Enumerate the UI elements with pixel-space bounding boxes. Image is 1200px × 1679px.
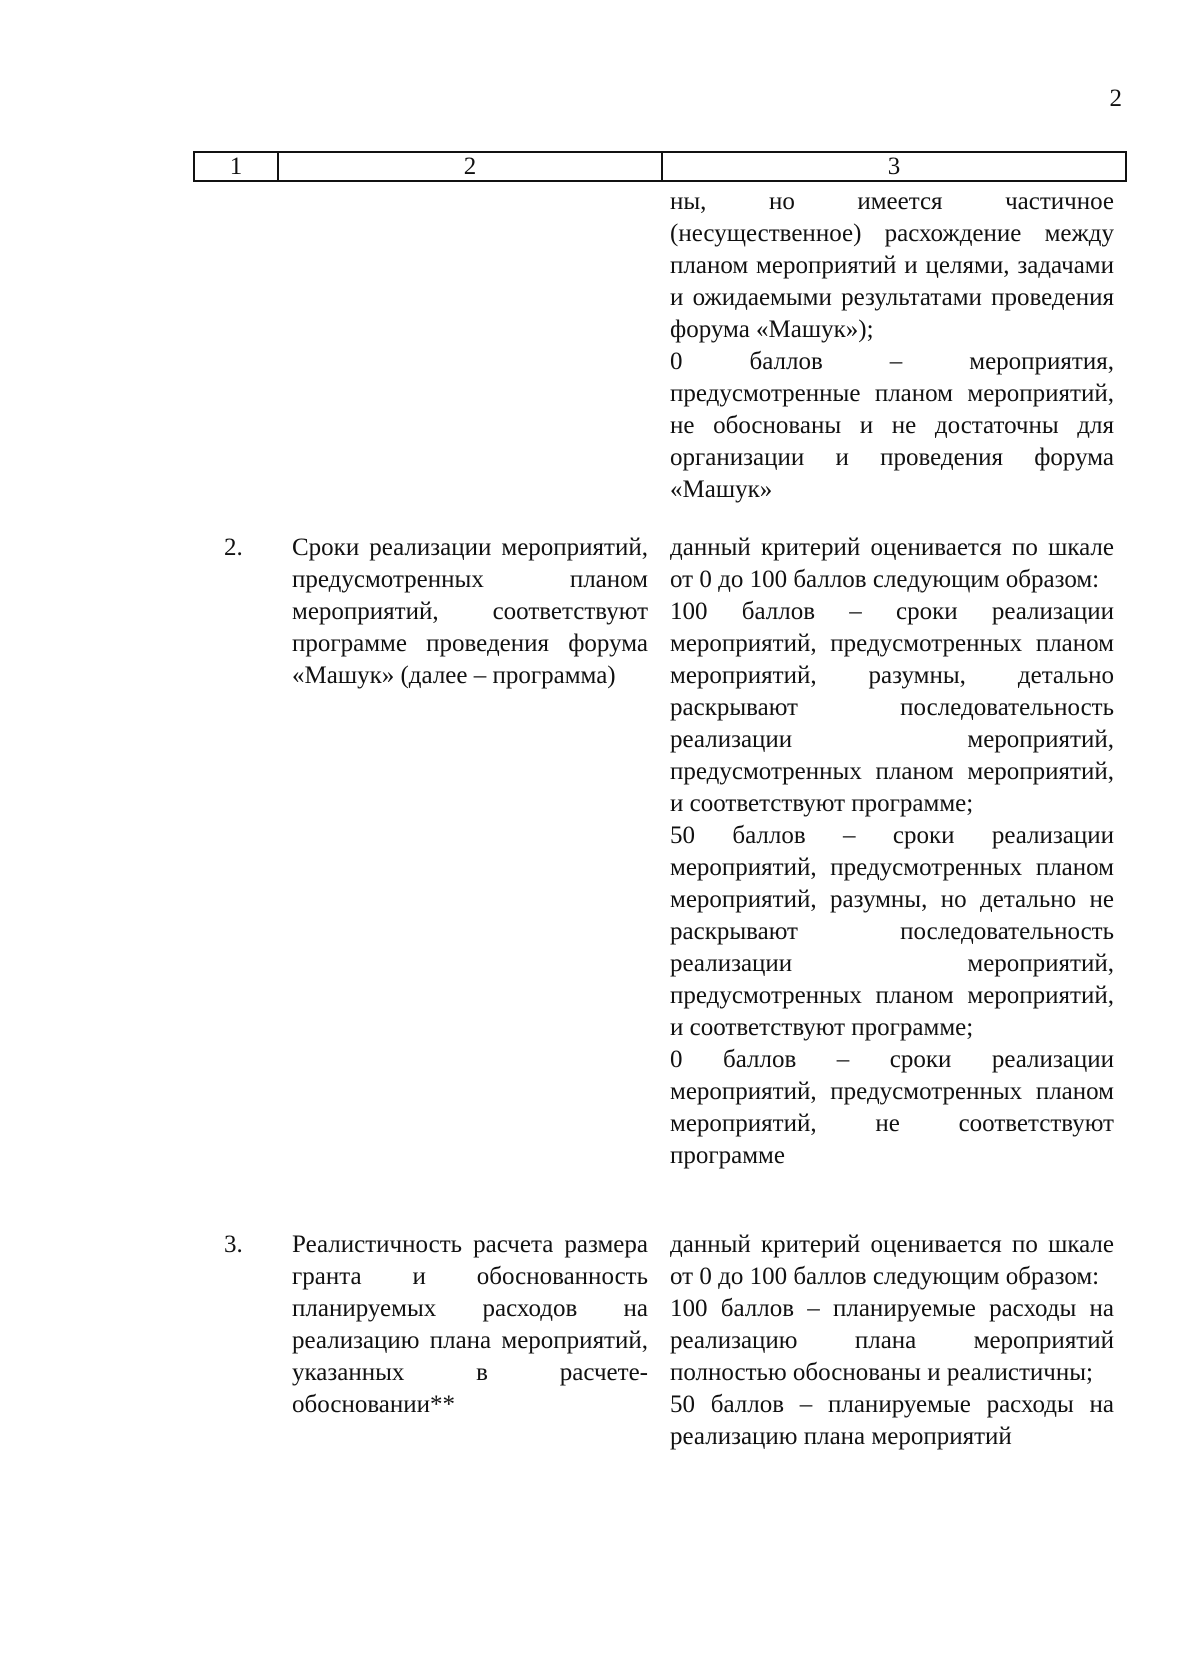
scoring-cell [670,532,1114,1172]
scoring-paragraph: 0 баллов – сроки реализации мероприятий, предусмотренных планом мероприятий, не соответствуют программе [670,1046,1114,1169]
table-header-cell-3: 3 [887,153,901,180]
page-number: 2 [1109,85,1122,112]
scoring-cell [670,1229,1114,1453]
scoring-paragraph: 50 баллов – сроки реализации мероприятий, предусмотренных планом мероприятий, разумны, но детально не раскрывают последовательность реализации мероприятий, предусмотренных планом мероприятий, и соответствуют программе; [670,822,1114,1041]
table-header-cell-2: 2 [279,153,663,180]
scoring-paragraph: данный критерий оценивается по шкале от 0 до 100 баллов следующим образом: [670,534,1114,593]
scoring-paragraph: 100 баллов – сроки реализации мероприятий, предусмотренных планом мероприятий, разумны, детально раскрывают последовательность реализации мероприятий, предусмотренных планом мероприятий, и соответствуют программе; [670,598,1114,817]
scoring-paragraph: данный критерий оценивается по шкале от 0 до 100 баллов следующим образом: [670,1231,1114,1290]
scoring-paragraph: 100 баллов – планируемые расходы на реализацию плана мероприятий полностью обоснованы и реалистичны; [670,1295,1114,1386]
table-header-row [193,151,1127,182]
continuation-cell [670,186,1114,506]
criterion-text: Реалистичность расчета размера гранта и обоснованность планируемых расходов на реализацию плана мероприятий, указанных в расчете-обосновании** [292,1231,648,1418]
table-header-cell-1: 1 [195,153,279,180]
scoring-paragraph: 50 баллов – планируемые расходы на реализацию плана мероприятий [670,1391,1114,1450]
continuation-paragraph: ны, но имеется частичное (несущественное) расхождение между планом мероприятий и целями, задачами и ожидаемыми результатами проведения форума «Машук»); [670,188,1114,343]
criterion-text: Сроки реализации мероприятий, предусмотренных планом мероприятий, соответствуют программе проведения форума «Машук» (далее – программа) [292,534,648,689]
row-number: 2. [224,534,243,561]
row-number: 3. [224,1231,243,1258]
continuation-paragraph: 0 баллов – мероприятия, предусмотренные планом мероприятий, не обоснованы и не достаточны для организации и проведения форума «Машук» [670,348,1114,503]
